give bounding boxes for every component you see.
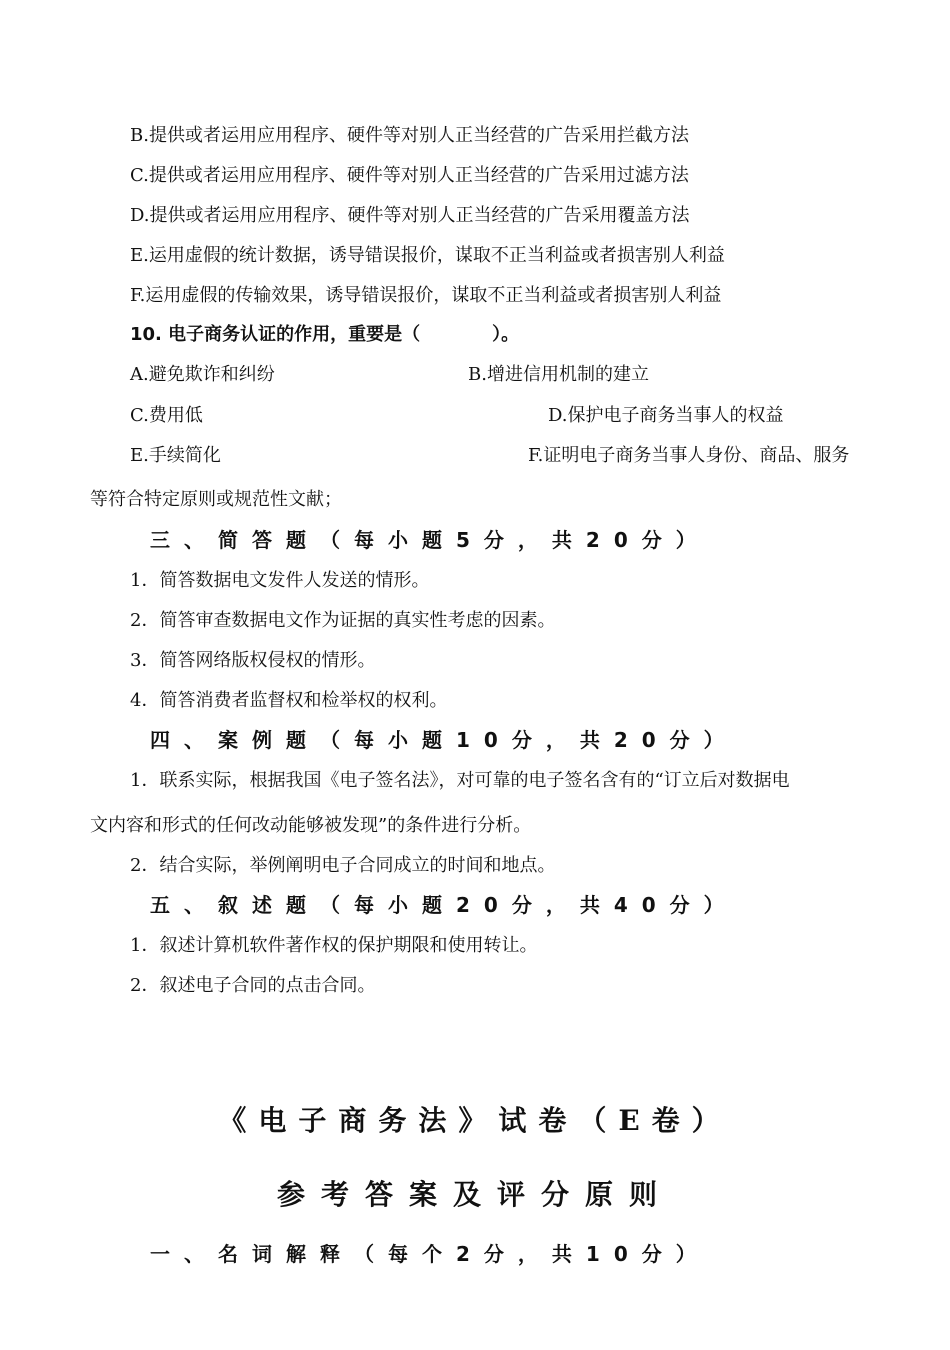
section3-item-1: 1．简答数据电文发件人发送的情形。 [130,570,430,591]
q10-option-a: A.避免欺诈和纠纷 [130,364,275,385]
q10-option-e: E.手续简化 [130,445,221,466]
q10-option-d: D.保护电子商务当事人的权益 [548,405,784,426]
q10-stem: 10. 电子商务认证的作用，重要是（ ）。 [130,324,520,345]
q9-option-b: B.提供或者运用应用程序、硬件等对别人正当经营的广告采用拦截方法 [130,125,689,146]
q9-option-f: F.运用虚假的传输效果，诱导错误报价，谋取不正当利益或者损害别人利益 [130,285,722,306]
answer-title: 《电子商务法》试卷（E卷） [218,1104,732,1137]
q9-option-d: D.提供或者运用应用程序、硬件等对别人正当经营的广告采用覆盖方法 [130,205,690,226]
q10-option-b: B.增进信用机制的建立 [468,364,649,385]
section4-item-1-line-2: 文内容和形式的任何改动能够被发现”的条件进行分析。 [90,815,532,836]
section3-item-2: 2．简答审查数据电文作为证据的真实性考虑的因素。 [130,610,556,631]
answer-section1-heading: 一、名词解释（每个2分，共10分） [150,1242,710,1266]
q10-option-f: F.证明电子商务当事人身份、商品、服务 [528,445,850,466]
section5-item-2: 2．叙述电子合同的点击合同。 [130,975,376,996]
section4-item-1-line-1: 1．联系实际，根据我国《电子签名法》，对可靠的电子签名含有的“订立后对数据电 [130,770,790,791]
section3-item-4: 4．简答消费者监督权和检举权的权利。 [130,690,448,711]
section3-heading: 三、简答题（每小题5分，共20分） [150,528,710,552]
q10-option-c: C.费用低 [130,405,203,426]
q9-option-e: E.运用虚假的统计数据，诱导错误报价，谋取不正当利益或者损害别人利益 [130,245,725,266]
section5-item-1: 1．叙述计算机软件著作权的保护期限和使用转让。 [130,935,538,956]
section4-heading: 四、案例题（每小题10分，共20分） [150,728,738,752]
section3-item-3: 3．简答网络版权侵权的情形。 [130,650,376,671]
q10-option-f-continued: 等符合特定原则或规范性文献； [90,489,342,510]
section5-heading: 五、叙述题（每小题20分，共40分） [150,893,738,917]
q9-option-c: C.提供或者运用应用程序、硬件等对别人正当经营的广告采用过滤方法 [130,165,689,186]
section4-item-2: 2．结合实际，举例阐明电子合同成立的时间和地点。 [130,855,556,876]
answer-subtitle: 参考答案及评分原则 [276,1178,673,1211]
